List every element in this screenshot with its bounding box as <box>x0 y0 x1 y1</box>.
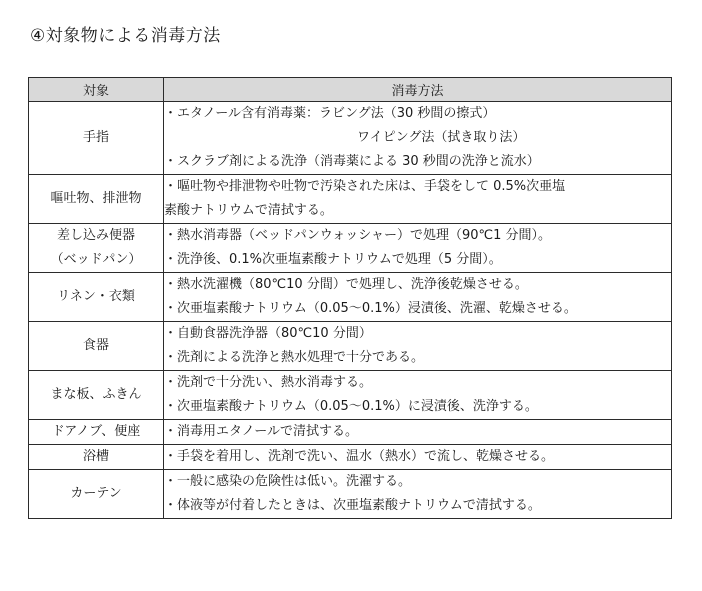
table-row <box>29 420 672 445</box>
table-row <box>29 175 672 224</box>
row-target <box>29 371 164 420</box>
method-line: ・洗剤による洗浄と熱水処理で十分である。 <box>164 350 425 365</box>
method-line: ・体液等が付着したときは、次亜塩素酸ナトリウムで清拭する。 <box>164 498 541 513</box>
target-label: 手指 <box>82 130 109 145</box>
row-method <box>164 224 672 273</box>
target-label: 浴槽 <box>82 449 109 464</box>
method-line: ・嘔吐物や排泄物や吐物で汚染された床は、手袋をして 0.5%次亜塩 <box>164 179 566 194</box>
method-line: ・自動食器洗浄器（80℃10 分間） <box>164 326 372 341</box>
table-row <box>29 322 672 371</box>
method-line: ・消毒用エタノールで清拭する。 <box>164 424 358 439</box>
target-label: ドアノブ、便座 <box>51 424 141 439</box>
row-target <box>29 175 164 224</box>
method-line: ・洗剤で十分洗い、熱水消毒する。 <box>164 375 373 390</box>
document-heading: ④対象物による消毒方法 <box>30 26 221 46</box>
method-line: ・エタノール含有消毒薬：ラビング法（30 秒間の擦式） <box>164 106 496 121</box>
target-label: 嘔吐物、排泄物 <box>50 191 142 206</box>
row-method <box>164 175 672 224</box>
target-label: 食器 <box>82 338 109 353</box>
method-line: ・次亜塩素酸ナトリウム（0.05～0.1%）浸漬後、洗濯、乾燥させる。 <box>164 301 577 316</box>
row-method <box>164 322 672 371</box>
row-target <box>29 420 164 445</box>
header-target: 対象 <box>29 78 164 102</box>
row-method <box>164 470 672 519</box>
table-row <box>29 371 672 420</box>
method-line: ・熱水洗濯機（80℃10 分間）で処理し、洗浄後乾燥させる。 <box>164 277 528 292</box>
row-target <box>29 224 164 273</box>
row-target <box>29 445 164 470</box>
table-row <box>29 273 672 322</box>
method-line: ・スクラブ剤による洗浄（消毒薬による 30 秒間の洗浄と流水） <box>164 154 540 169</box>
row-method <box>164 420 672 445</box>
target-label: （ベッドパン） <box>50 252 142 267</box>
target-label: リネン・衣類 <box>57 289 135 304</box>
table-row <box>29 470 672 519</box>
target-label: カーテン <box>70 486 122 501</box>
row-method <box>164 371 672 420</box>
method-line: ・手袋を着用し、洗剤で洗い、温水（熱水）で流し、乾燥させる。 <box>164 449 555 464</box>
method-line: ワイピング法（拭き取り法） <box>357 130 526 145</box>
method-line: ・一般に感染の危険性は低い。洗濯する。 <box>164 474 412 489</box>
row-target <box>29 273 164 322</box>
target-label: 差し込み便器 <box>56 228 135 243</box>
table-row <box>29 224 672 273</box>
row-target <box>29 322 164 371</box>
row-target <box>29 470 164 519</box>
table-header-row <box>29 78 672 102</box>
row-method <box>164 445 672 470</box>
target-label: まな板、ふきん <box>50 387 142 402</box>
method-line: ・熱水消毒器（ベッドパンウォッシャー）で処理（90℃1 分間）。 <box>164 228 552 243</box>
header-method: 消毒方法 <box>164 78 672 102</box>
row-method <box>164 273 672 322</box>
method-line: ・洗浄後、0.1%次亜塩素酸ナトリウムで処理（5 分間）。 <box>164 252 502 267</box>
method-line: 素酸ナトリウムで清拭する。 <box>164 203 333 218</box>
disinfection-table <box>28 77 672 519</box>
table-row <box>29 102 672 175</box>
method-line: ・次亜塩素酸ナトリウム（0.05～0.1%）に浸漬後、洗浄する。 <box>164 399 538 414</box>
row-target <box>29 102 164 175</box>
table-row <box>29 445 672 470</box>
row-method <box>164 102 672 175</box>
